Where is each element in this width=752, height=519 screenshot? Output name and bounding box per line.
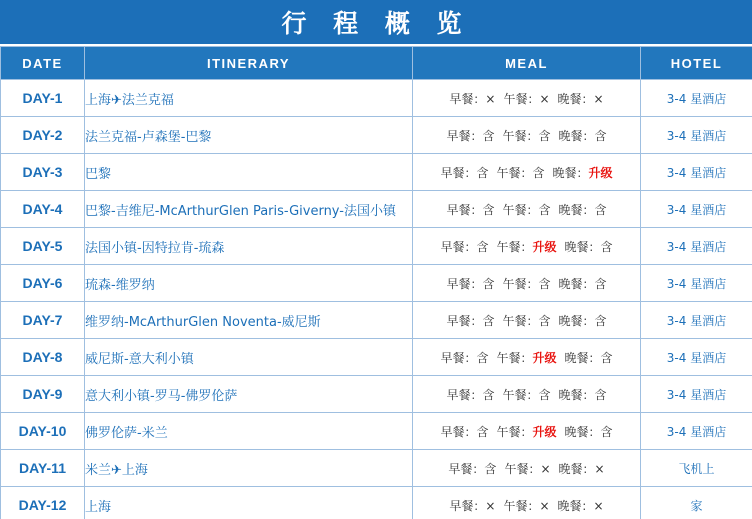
- meal-label: 早餐：: [448, 461, 485, 476]
- meal-value: ×: [540, 461, 551, 476]
- cell-meal: [413, 191, 641, 228]
- meal-label: 晚餐：: [552, 165, 589, 180]
- cell-hotel: 3-4 星酒店: [641, 376, 752, 413]
- meal-value: 含: [594, 387, 607, 402]
- cell-date: DAY-4: [1, 191, 85, 228]
- cell-meal: [413, 302, 641, 339]
- cell-meal-dinner: [565, 238, 613, 255]
- cell-meal-lunch: [503, 497, 549, 514]
- column-header-hotel: HOTEL: [641, 47, 752, 80]
- cell-meal-lunch: [496, 238, 556, 255]
- meal-label: 晚餐：: [558, 276, 595, 291]
- meal-value: 含: [482, 313, 495, 328]
- cell-meal-lunch: [502, 201, 550, 218]
- cell-date: DAY-2: [1, 117, 85, 154]
- cell-meal-dinner: [559, 386, 607, 403]
- meal-label: 午餐：: [496, 350, 533, 365]
- table-row: [1, 413, 752, 450]
- table-header: [1, 47, 752, 80]
- meal-label: 午餐：: [503, 91, 540, 106]
- meal-label: 早餐：: [446, 128, 483, 143]
- column-header-itinerary: ITINERARY: [85, 47, 413, 80]
- meal-value: ×: [485, 91, 496, 106]
- cell-meal-dinner: [559, 201, 607, 218]
- meal-label: 晚餐：: [564, 350, 601, 365]
- cell-meal: [413, 413, 641, 450]
- table-row: [1, 80, 752, 117]
- cell-meal-breakfast: [446, 201, 494, 218]
- meal-value: ×: [539, 498, 550, 513]
- cell-meal-lunch: [502, 127, 550, 144]
- cell-meal: [413, 117, 641, 154]
- column-header-date: DATE: [1, 47, 85, 80]
- meal-value: ×: [593, 498, 604, 513]
- cell-meal-breakfast: [446, 275, 494, 292]
- page-title: 行 程 概 览: [281, 9, 471, 38]
- cell-meal: [413, 228, 641, 265]
- cell-meal: [413, 154, 641, 191]
- meal-value: 含: [476, 350, 489, 365]
- cell-meal-lunch: [496, 349, 556, 366]
- meal-value: 含: [532, 165, 545, 180]
- cell-hotel: 3-4 星酒店: [641, 117, 752, 154]
- meal-value: 含: [538, 313, 551, 328]
- cell-date: DAY-11: [1, 450, 85, 487]
- cell-hotel: 3-4 星酒店: [641, 265, 752, 302]
- meal-label: 晚餐：: [558, 313, 595, 328]
- meal-label: 午餐：: [496, 424, 533, 439]
- cell-meal-dinner: [559, 460, 605, 477]
- meal-label: 午餐：: [502, 313, 539, 328]
- cell-meal: [413, 450, 641, 487]
- meal-label: 早餐：: [449, 91, 486, 106]
- meal-label: 午餐：: [496, 165, 533, 180]
- cell-hotel: 3-4 星酒店: [641, 413, 752, 450]
- cell-meal-dinner: [559, 275, 607, 292]
- meal-value: 含: [482, 387, 495, 402]
- meal-value: 含: [594, 276, 607, 291]
- cell-meal: [413, 487, 641, 519]
- cell-meal-breakfast: [440, 349, 488, 366]
- meal-value: 含: [594, 313, 607, 328]
- meal-value: ×: [594, 461, 605, 476]
- cell-meal-breakfast: [448, 460, 496, 477]
- table-row: [1, 154, 752, 191]
- cell-meal-lunch: [496, 423, 556, 440]
- meal-value: 含: [594, 202, 607, 217]
- meal-value: 含: [482, 128, 495, 143]
- cell-hotel: 3-4 星酒店: [641, 228, 752, 265]
- meal-label: 早餐：: [446, 387, 483, 402]
- cell-hotel: 3-4 星酒店: [641, 339, 752, 376]
- meal-value: 含: [482, 202, 495, 217]
- meal-value: 升级: [588, 165, 613, 180]
- cell-date: DAY-6: [1, 265, 85, 302]
- meal-label: 午餐：: [502, 128, 539, 143]
- meal-value: 含: [538, 276, 551, 291]
- meal-label: 晚餐：: [564, 424, 601, 439]
- meal-value: 含: [476, 165, 489, 180]
- meal-label: 早餐：: [440, 424, 477, 439]
- cell-meal-dinner: [565, 423, 613, 440]
- meal-label: 早餐：: [440, 239, 477, 254]
- cell-meal-breakfast: [440, 238, 488, 255]
- meal-value: 含: [538, 202, 551, 217]
- meal-label: 午餐：: [502, 202, 539, 217]
- meal-value: 含: [600, 350, 613, 365]
- meal-label: 晚餐：: [564, 239, 601, 254]
- cell-meal-dinner: [558, 497, 604, 514]
- table-row: [1, 450, 752, 487]
- cell-meal-breakfast: [449, 497, 495, 514]
- table-header-row: [1, 47, 752, 80]
- meal-value: 含: [482, 276, 495, 291]
- meal-label: 早餐：: [440, 350, 477, 365]
- meal-value: ×: [593, 91, 604, 106]
- page-title-bar: [0, 0, 752, 46]
- cell-itinerary: 巴黎: [85, 154, 413, 191]
- cell-meal-lunch: [502, 386, 550, 403]
- table-row: [1, 339, 752, 376]
- meal-value: 含: [484, 461, 497, 476]
- cell-date: DAY-5: [1, 228, 85, 265]
- table-row: [1, 376, 752, 413]
- meal-label: 午餐：: [502, 276, 539, 291]
- meal-value: 升级: [532, 424, 557, 439]
- meal-value: 含: [594, 128, 607, 143]
- cell-date: DAY-8: [1, 339, 85, 376]
- cell-meal-breakfast: [446, 312, 494, 329]
- meal-label: 早餐：: [446, 313, 483, 328]
- meal-label: 午餐：: [502, 387, 539, 402]
- cell-itinerary: 法国小镇-因特拉肯-琉森: [85, 228, 413, 265]
- meal-label: 午餐：: [503, 498, 540, 513]
- meal-label: 早餐：: [440, 165, 477, 180]
- meal-value: 含: [600, 239, 613, 254]
- cell-meal: [413, 80, 641, 117]
- cell-hotel: 3-4 星酒店: [641, 80, 752, 117]
- cell-meal-breakfast: [449, 90, 495, 107]
- cell-itinerary: 米兰✈上海: [85, 450, 413, 487]
- meal-label: 早餐：: [449, 498, 486, 513]
- meal-value: 含: [538, 387, 551, 402]
- cell-itinerary: 威尼斯-意大利小镇: [85, 339, 413, 376]
- cell-meal-dinner: [565, 349, 613, 366]
- cell-itinerary: 上海: [85, 487, 413, 519]
- cell-itinerary: 意大利小镇-罗马-佛罗伦萨: [85, 376, 413, 413]
- meal-value: 含: [476, 424, 489, 439]
- table-row: [1, 191, 752, 228]
- cell-hotel: 家: [641, 487, 752, 519]
- cell-itinerary: 巴黎-吉维尼-McArthurGlen Paris-Giverny-法国小镇: [85, 191, 413, 228]
- meal-value: 含: [476, 239, 489, 254]
- cell-date: DAY-9: [1, 376, 85, 413]
- cell-meal-lunch: [502, 312, 550, 329]
- cell-meal-dinner: [553, 164, 613, 181]
- cell-hotel: 3-4 星酒店: [641, 302, 752, 339]
- meal-value: 含: [538, 128, 551, 143]
- column-header-meal: MEAL: [413, 47, 641, 80]
- cell-itinerary: 维罗纳-McArthurGlen Noventa-威尼斯: [85, 302, 413, 339]
- meal-label: 早餐：: [446, 202, 483, 217]
- table-row: [1, 228, 752, 265]
- cell-date: DAY-7: [1, 302, 85, 339]
- cell-itinerary: 琉森-维罗纳: [85, 265, 413, 302]
- meal-label: 晚餐：: [557, 498, 594, 513]
- meal-label: 午餐：: [504, 461, 541, 476]
- meal-value: 升级: [532, 350, 557, 365]
- meal-label: 晚餐：: [558, 461, 595, 476]
- cell-date: DAY-3: [1, 154, 85, 191]
- cell-meal-breakfast: [446, 386, 494, 403]
- meal-label: 午餐：: [496, 239, 533, 254]
- cell-meal-lunch: [503, 90, 549, 107]
- table-body: [1, 80, 752, 519]
- cell-meal: [413, 265, 641, 302]
- table-row: [1, 487, 752, 519]
- meal-value: 含: [600, 424, 613, 439]
- meal-value: ×: [539, 91, 550, 106]
- cell-date: DAY-1: [1, 80, 85, 117]
- meal-label: 晚餐：: [557, 91, 594, 106]
- cell-hotel: 3-4 星酒店: [641, 191, 752, 228]
- cell-meal-breakfast: [440, 423, 488, 440]
- cell-meal-dinner: [558, 90, 604, 107]
- cell-meal-breakfast: [446, 127, 494, 144]
- cell-meal-lunch: [496, 164, 544, 181]
- meal-label: 早餐：: [446, 276, 483, 291]
- cell-itinerary: 上海✈法兰克福: [85, 80, 413, 117]
- cell-hotel: 3-4 星酒店: [641, 154, 752, 191]
- cell-meal-dinner: [559, 127, 607, 144]
- table-row: [1, 302, 752, 339]
- table-row: [1, 117, 752, 154]
- cell-hotel: 飞机上: [641, 450, 752, 487]
- cell-itinerary: 佛罗伦萨-米兰: [85, 413, 413, 450]
- meal-value: 升级: [532, 239, 557, 254]
- meal-value: ×: [485, 498, 496, 513]
- cell-meal-lunch: [504, 460, 550, 477]
- cell-itinerary: 法兰克福-卢森堡-巴黎: [85, 117, 413, 154]
- cell-meal: [413, 339, 641, 376]
- cell-meal: [413, 376, 641, 413]
- meal-label: 晚餐：: [558, 202, 595, 217]
- meal-label: 晚餐：: [558, 387, 595, 402]
- meal-label: 晚餐：: [558, 128, 595, 143]
- cell-meal-lunch: [502, 275, 550, 292]
- cell-date: DAY-12: [1, 487, 85, 519]
- cell-meal-breakfast: [440, 164, 488, 181]
- cell-meal-dinner: [559, 312, 607, 329]
- cell-date: DAY-10: [1, 413, 85, 450]
- table-row: [1, 265, 752, 302]
- itinerary-table: [0, 46, 752, 519]
